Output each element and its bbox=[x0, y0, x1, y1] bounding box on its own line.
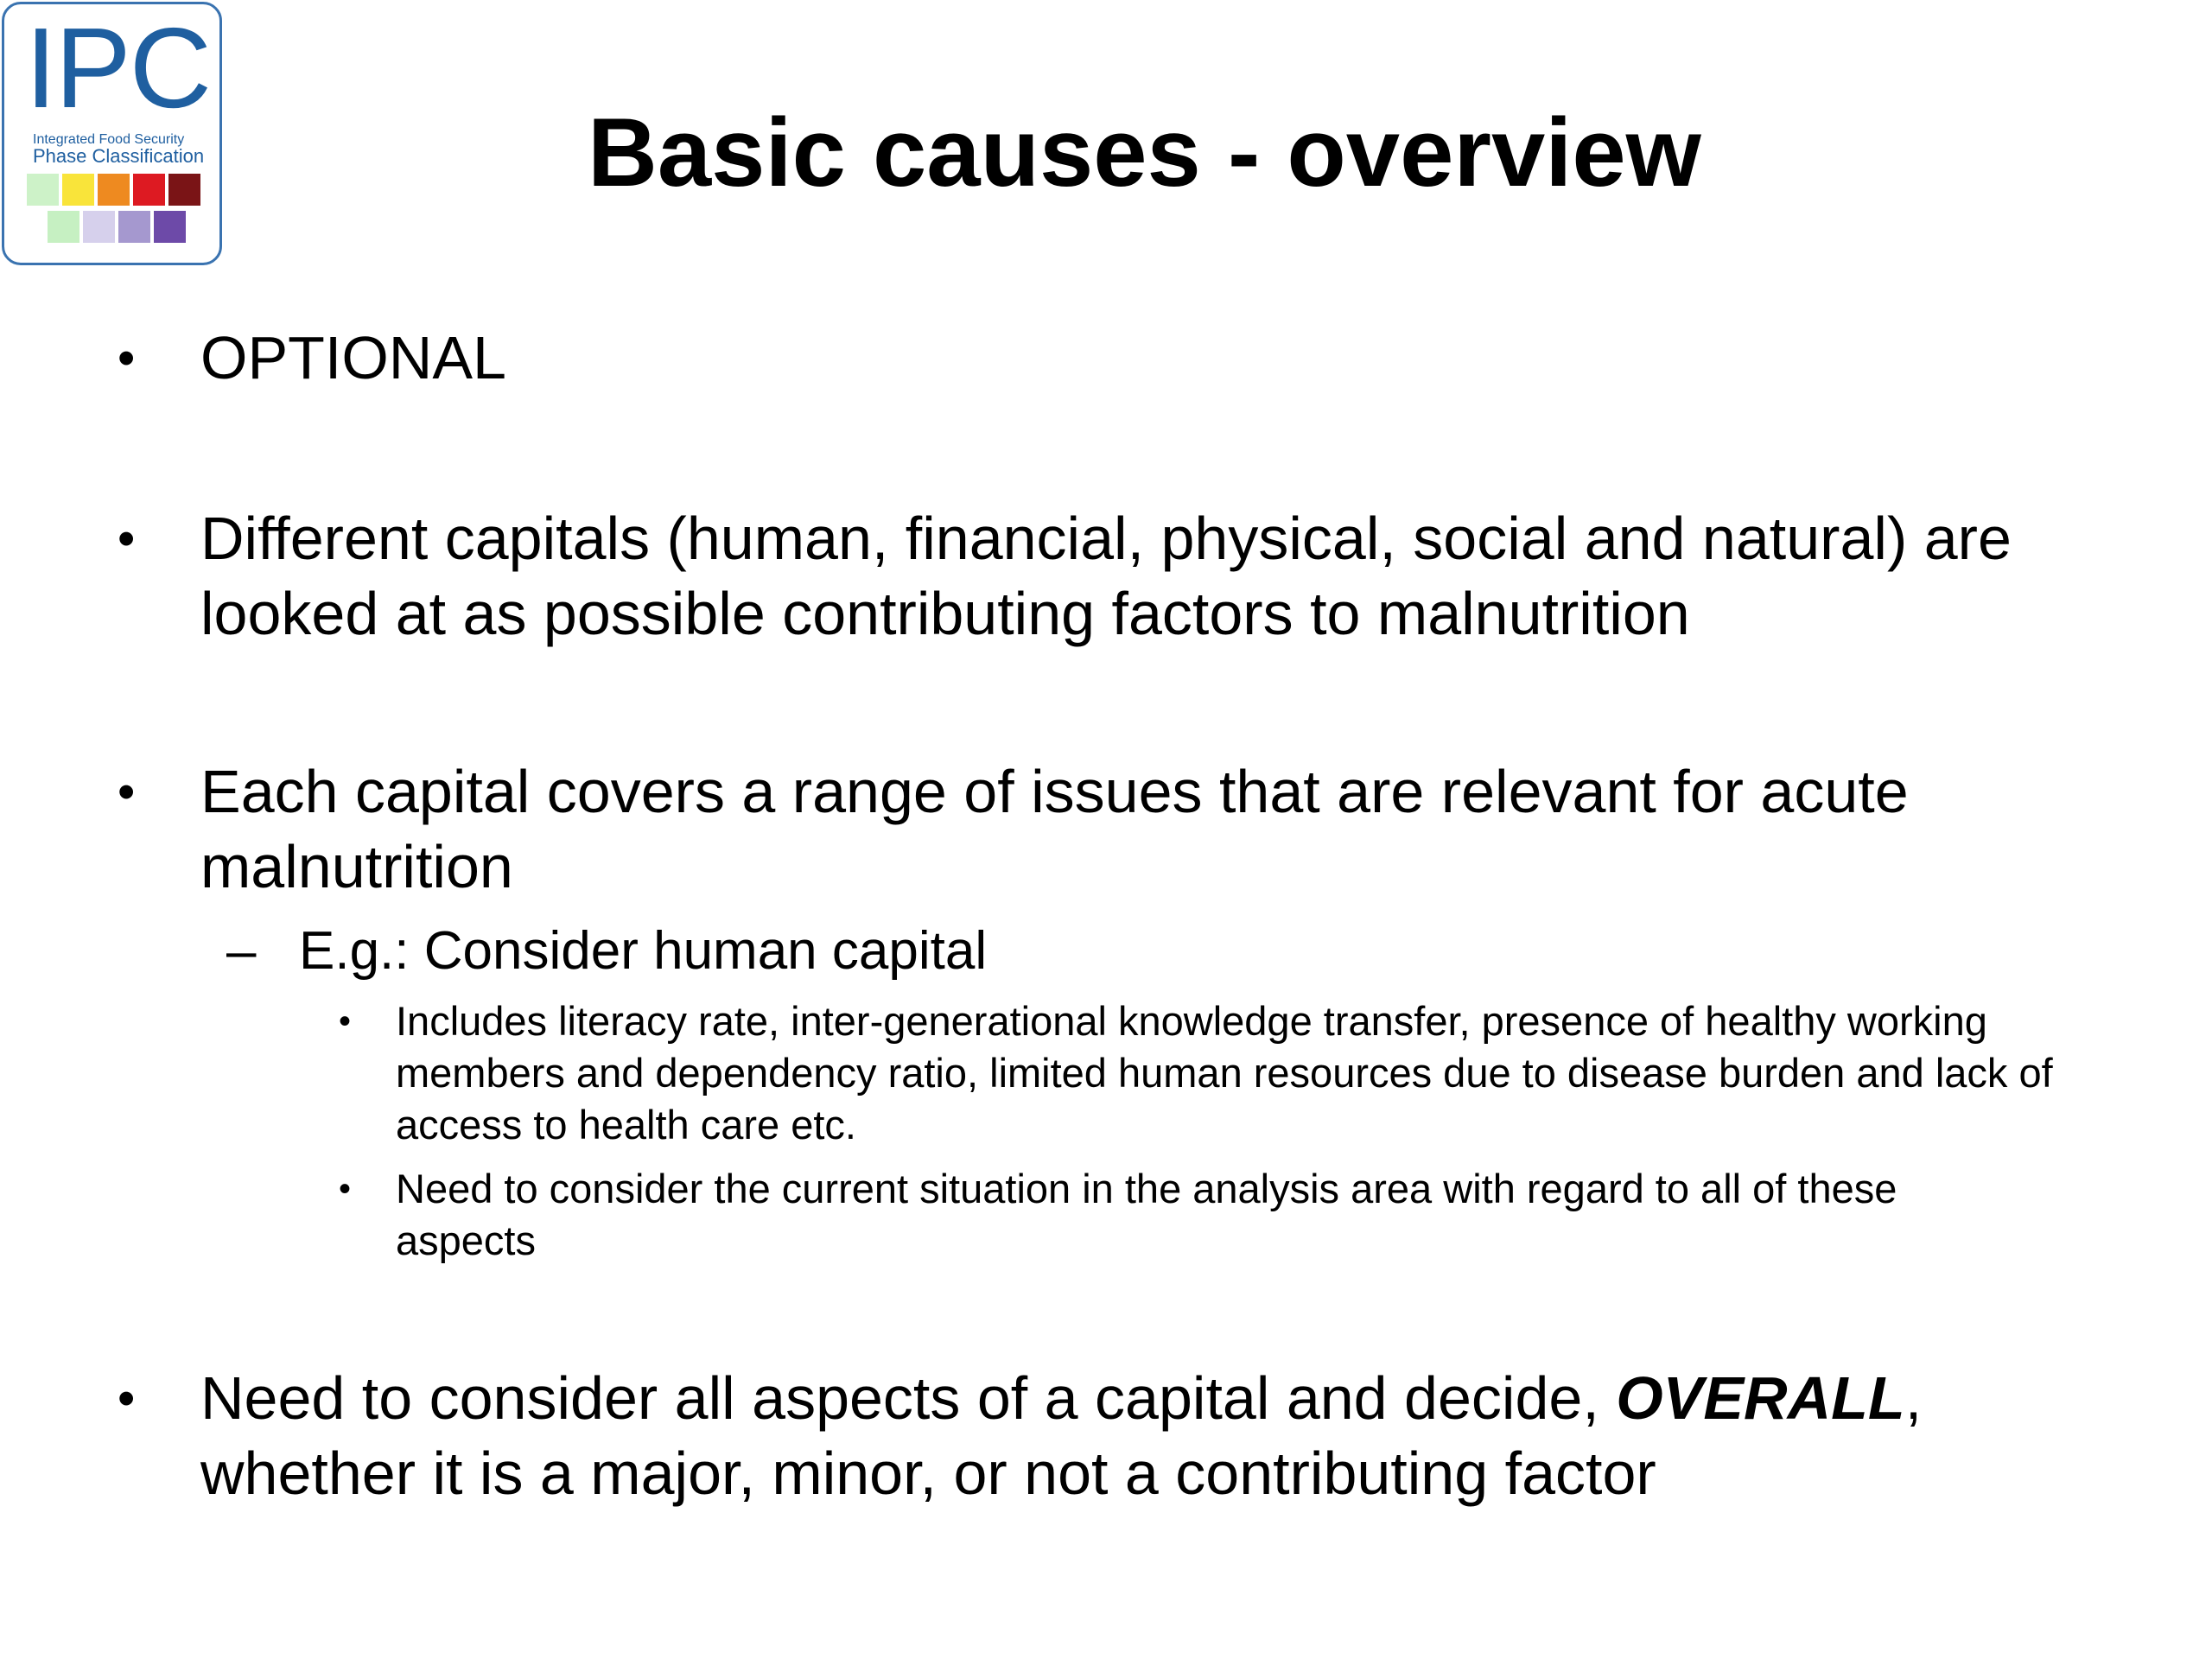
logo-subtitle-line2: Phase Classification bbox=[33, 145, 205, 167]
swatch-row-2 bbox=[48, 211, 208, 243]
phase-color-swatch bbox=[48, 211, 79, 243]
phase-color-swatch bbox=[154, 211, 186, 243]
logo-abbreviation: IPC bbox=[25, 4, 211, 131]
bullet-text: OPTIONAL bbox=[200, 324, 506, 391]
phase-color-swatch bbox=[118, 211, 150, 243]
sub-bullet-text: E.g.: Consider human capital bbox=[299, 921, 988, 981]
bullet-text-after: , whether it is a major, minor, or not a contributing factor bbox=[200, 1364, 1923, 1507]
phase-color-swatch bbox=[133, 174, 165, 206]
bullet-text: Each capital covers a range of issues that are relevant for acute malnutrition bbox=[200, 758, 1909, 900]
sub-bullet-dash: – bbox=[226, 921, 257, 981]
bullet-dot: • bbox=[118, 764, 136, 820]
ipc-logo bbox=[2, 2, 222, 265]
bullet-dot: • bbox=[118, 511, 136, 567]
phase-color-swatch bbox=[27, 174, 59, 206]
logo-subtitle bbox=[33, 132, 204, 166]
bullet-dot: • bbox=[118, 330, 136, 386]
detail-bullet-dot: • bbox=[339, 1170, 352, 1208]
bullet-text: Different capitals (human, financial, physical, social and natural) are looked at as possible contributing factors to malnutrition bbox=[200, 505, 2012, 647]
bullet-dot: • bbox=[118, 1370, 136, 1427]
phase-color-swatch bbox=[98, 174, 130, 206]
bullet-text-before: Need to consider all aspects of a capital and decide, bbox=[200, 1364, 1617, 1432]
overall-emphasis: OVERALL bbox=[1616, 1364, 1905, 1432]
detail-bullet-dot: • bbox=[339, 1002, 352, 1040]
swatch-row-1 bbox=[27, 174, 208, 206]
phase-color-swatch bbox=[83, 211, 115, 243]
slide-title: Basic causes - overview bbox=[588, 99, 1701, 207]
detail-bullet-text: Includes literacy rate, inter-generational knowledge transfer, presence of healthy working members and dependency ratio, limited human resources due to disease burden and lack of access to health care etc. bbox=[396, 998, 2053, 1147]
phase-color-swatch bbox=[62, 174, 94, 206]
phase-color-swatches bbox=[27, 174, 208, 248]
bullet-text bbox=[200, 1361, 2015, 1511]
logo-subtitle-line1: Integrated Food Security bbox=[33, 132, 185, 147]
detail-bullet-text: Need to consider the current situation in the analysis area with regard to all of these aspects bbox=[396, 1166, 1897, 1263]
phase-color-swatch bbox=[168, 174, 200, 206]
